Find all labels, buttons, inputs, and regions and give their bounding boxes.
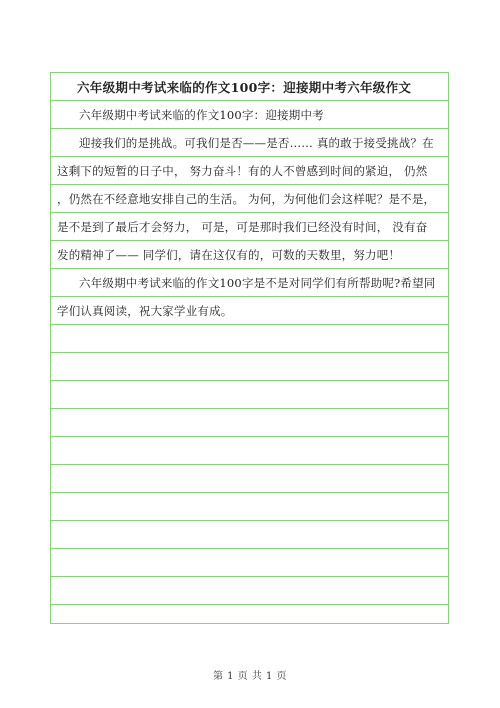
text-row: [51, 269, 448, 297]
text-row: [51, 101, 448, 129]
blank-row: [51, 521, 448, 549]
text-line: 六年级期中考试来临的作文100字是不是对同学们有所帮助呢?希望同: [79, 275, 436, 290]
essay-grid-sheet: [50, 72, 449, 624]
blank-row: [51, 465, 448, 493]
blank-row: [51, 605, 448, 623]
text-row: [51, 213, 448, 241]
text-line: 这剩下的短暂的日子中， 努力奋斗！有的人不曾感到时间的紧迫， 仍然: [57, 163, 428, 178]
blank-row: [51, 577, 448, 605]
text-row: [51, 129, 448, 157]
blank-row: [51, 353, 448, 381]
text-line: 是不是到了最后才会努力， 可是，可是那时我们已经没有时间， 没有奋: [57, 219, 428, 234]
document-title: 六年级期中考试来临的作文100字：迎接期中考六年级作文: [77, 79, 412, 95]
text-line: 六年级期中考试来临的作文100字：迎接期中考: [79, 107, 324, 122]
blank-row: [51, 493, 448, 521]
text-row: [51, 241, 448, 269]
title-row: [51, 73, 448, 101]
text-row: [51, 157, 448, 185]
text-line: 迎接我们的是挑战。可我们是否——是否…… 真的敢于接受挑战？在: [79, 135, 434, 150]
text-line: ，仍然在不经意地安排自己的生活。 为何，为何他们会这样呢？是不是，: [57, 191, 436, 206]
text-row: [51, 297, 448, 325]
blank-row: [51, 549, 448, 577]
text-line: 发的精神了—— 同学们，请在这仅有的，可数的天数里，努力吧！: [57, 247, 401, 262]
blank-row: [51, 381, 448, 409]
text-line: 学们认真阅读，祝大家学业有成。: [57, 303, 233, 318]
blank-row: [51, 325, 448, 353]
text-row: [51, 185, 448, 213]
blank-row: [51, 409, 448, 437]
page-footer: 第 1 页 共 1 页: [212, 671, 288, 682]
blank-row: [51, 437, 448, 465]
